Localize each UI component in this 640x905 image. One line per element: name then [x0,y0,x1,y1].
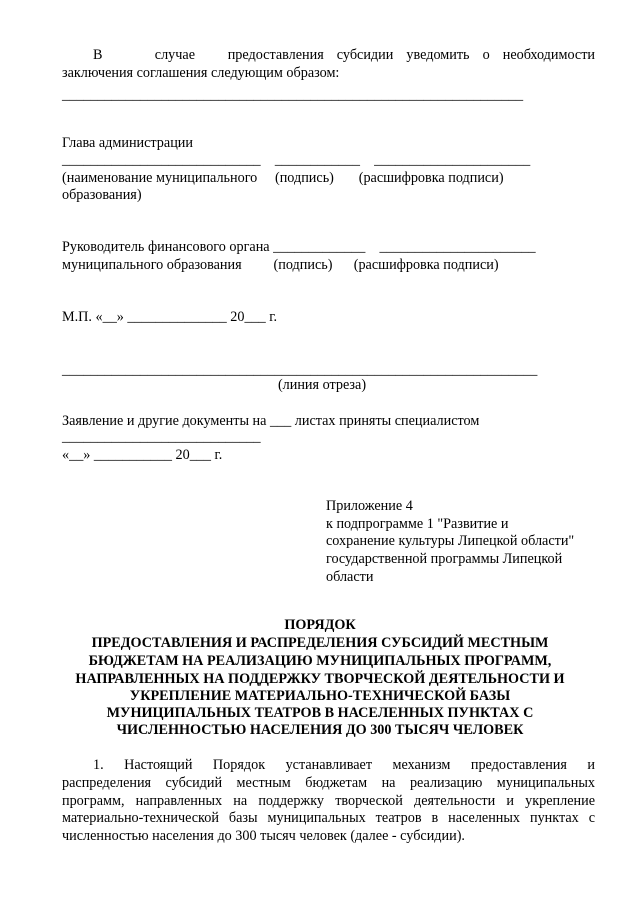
finance-head-line-2: муниципального образования (подпись) (расшифровка подписи) [62,257,499,273]
paragraph-line: 1. Настоящий Порядок устанавливает механизм предоставления и [93,757,595,773]
heading-line: УКРЕПЛЕНИЕ МАТЕРИАЛЬНО-ТЕХНИЧЕСКОЙ БАЗЫ [129,688,511,704]
finance-head-line-1: Руководитель финансового органа _____________ ______________________ [62,239,536,255]
appendix-line: к подпрограмме 1 "Развитие и [326,516,509,532]
appendix-line: Приложение 4 [326,498,413,514]
paragraph-line: программ, направленных на поддержку творческой деятельности и укрепление [62,793,595,809]
cut-line-label: (линия отреза) [277,377,367,393]
notice-line-2: заключения соглашения следующим образом: [62,65,340,81]
statement-line-2: ____________________________ [62,429,261,445]
heading-line: НАПРАВЛЕННЫХ НА ПОДДЕРЖКУ ТВОРЧЕСКОЙ ДЕЯТЕЛЬНОСТИ И [75,671,565,687]
heading-line: МУНИЦИПАЛЬНЫХ ТЕАТРОВ В НАСЕЛЕННЫХ ПУНКТАХ С [106,705,534,721]
head-admin-captions-2: образования) [62,187,142,203]
statement-line-3: «__» ___________ 20___ г. [62,447,223,463]
appendix-line: сохранение культуры Липецкой области" [326,533,575,549]
paragraph-line: материально-технической базы муниципальных театров в населенных пунктах с [62,810,595,826]
paragraph-line: распределения субсидий местным бюджетам на реализацию муниципальных [62,775,595,791]
head-admin-title: Глава администрации [62,135,193,151]
appendix-line: государственной программы Липецкой [326,551,563,567]
heading-line: ПРЕДОСТАВЛЕНИЯ И РАСПРЕДЕЛЕНИЯ СУБСИДИЙ МЕСТНЫМ [91,635,549,651]
stamp-date-line: М.П. «__» ______________ 20___ г. [62,309,278,325]
heading-line: ЧИСЛЕННОСТЬЮ НАСЕЛЕНИЯ ДО 300 ТЫСЯЧ ЧЕЛОВЕК [116,722,524,738]
paragraph-line: численностью населения до 300 тысяч человек (далее - субсидии). [62,828,465,844]
notice-underline: _________________________________________________________________ [62,87,524,103]
cut-line: ___________________________________________________________________ [62,362,538,378]
appendix-line: области [326,569,374,585]
statement-line-1: Заявление и другие документы на ___ листах приняты специалистом [62,413,480,429]
notice-line-1: В случае предоставления субсидии уведомить о необходимости [93,47,595,63]
head-admin-underlines: ____________________________ ____________ ______________________ [62,152,531,168]
head-admin-captions: (наименование муниципального (подпись) (расшифровка подписи) [62,170,504,186]
heading-line: ПОРЯДОК [284,617,356,633]
heading-line: БЮДЖЕТАМ НА РЕАЛИЗАЦИЮ МУНИЦИПАЛЬНЫХ ПРОГРАММ, [88,653,552,669]
